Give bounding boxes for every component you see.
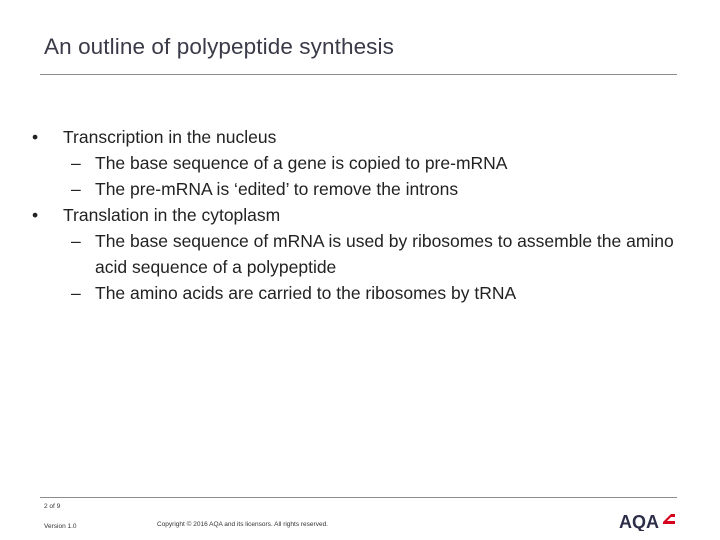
sub-bullet-label: The base sequence of a gene is copied to pre-mRNA [95,153,508,173]
slide-body [0,124,720,306]
sub-bullet-marker: – [71,179,81,199]
sub-bullet-item [71,176,675,202]
svg-text:AQA: AQA [619,512,659,531]
sub-bullet-marker: – [71,153,81,173]
aqa-logo [619,511,675,531]
sub-bullet-label: The pre-mRNA is ‘edited’ to remove the introns [95,179,459,199]
bullet-marker: • [32,127,39,147]
bullet-label: Transcription in the nucleus [63,127,277,147]
bullet-marker: • [32,205,39,225]
aqa-logo-swoosh-icon [619,511,675,531]
bullet-item [32,202,720,228]
sub-bullet-marker: – [71,283,81,303]
bullet-label: Translation in the cytoplasm [63,205,281,225]
footer-divider [40,497,677,498]
version-label: Version 1.0 [44,523,77,530]
sub-bullet-marker: – [71,231,81,251]
sub-bullet-item [71,228,675,280]
copyright-notice: Copyright © 2016 AQA and its licensors. All rights reserved. [157,521,328,528]
sub-bullet-item [71,150,675,176]
title-divider [40,74,677,75]
slide-title: An outline of polypeptide synthesis [44,34,394,59]
sub-bullet-label: The amino acids are carried to the ribosomes by tRNA [95,283,517,303]
sub-bullet-label: The base sequence of mRNA is used by ribosomes to assemble the amino acid sequence of a polypeptide [95,231,674,277]
sub-bullet-item [71,280,675,306]
page-number: 2 of 9 [44,503,61,510]
bullet-item [32,124,720,150]
